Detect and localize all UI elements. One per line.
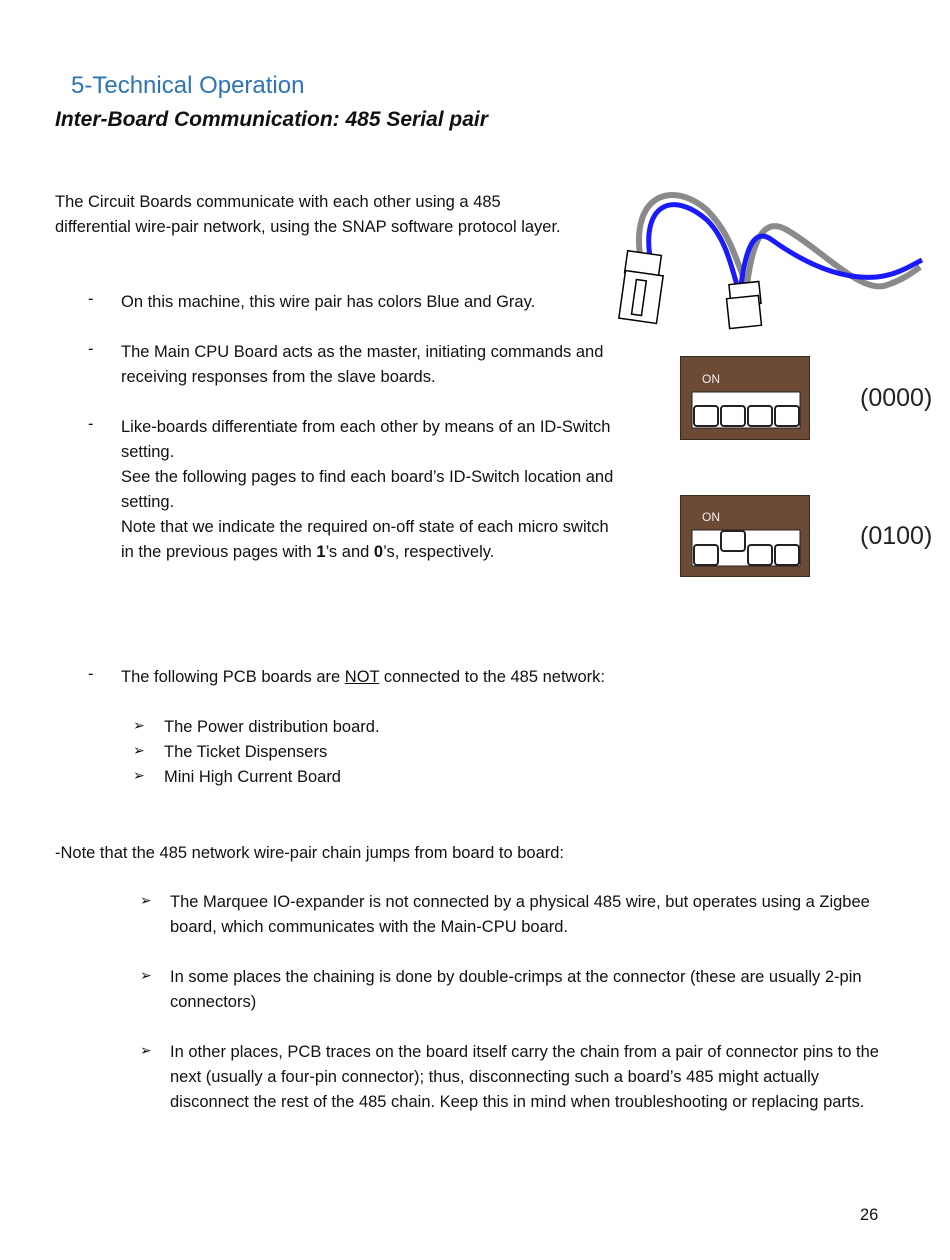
not-connected-pre: The following PCB boards are [121, 668, 345, 686]
dip-switch-0000 [680, 356, 810, 440]
bullet-id-switch [121, 415, 646, 565]
dash-marker: - [88, 665, 94, 683]
chain-point-zigbee: The Marquee IO-expander is not connected by a physical 485 wire, but operates using a Zigbee board, which communicates with the Main-CPU board. [170, 893, 870, 936]
chain-point-pcb-traces: In other places, PCB traces on the board itself carry the chain from a pair of connector pins to the next (usually a four-pin connector); thus, disconnecting such a board’s 485 might actually disconnect the rest of the 485 chain. Keep this in mind when troubleshooting or replacing parts. [170, 1043, 879, 1111]
list-item: The Ticket Dispensers [164, 743, 328, 761]
chain-note: -Note that the 485 network wire-pair chain jumps from board to board: [55, 844, 565, 862]
id-switch-end: ’s, respectively. [383, 543, 495, 561]
switch1-code: (0000) [860, 384, 933, 412]
dash-marker: - [88, 340, 94, 358]
wire-pair-illustration [612, 185, 932, 335]
arrow-bullet-icon: ➢ [140, 1042, 152, 1058]
list-item: Mini High Current Board [164, 768, 341, 786]
gray-wire [639, 195, 920, 286]
intro-paragraph: The Circuit Boards communicate with each other using a 485 differential wire-pair network, using the SNAP software protocol layer. [55, 193, 561, 236]
arrow-bullet-icon: ➢ [133, 767, 145, 783]
dash-marker: - [88, 415, 94, 433]
list-item: The Power distribution board. [164, 718, 380, 736]
id-switch-line2: See the following pages to find each board’s ID-Switch location and setting. [121, 468, 614, 511]
arrow-bullet-icon: ➢ [140, 892, 152, 908]
arrow-bullet-icon: ➢ [133, 717, 145, 733]
switch2-code: (0100) [860, 522, 933, 550]
page-subtitle: Inter-Board Communication: 485 Serial pair [55, 108, 488, 131]
zero-digit: 0 [373, 543, 384, 561]
id-switch-line3 [121, 515, 611, 565]
bullet-not-connected [121, 665, 651, 690]
arrow-bullet-icon: ➢ [133, 742, 145, 758]
chain-point-double-crimp: In some places the chaining is done by double-crimps at the connector (these are usually 2-pin connectors) [170, 968, 862, 1011]
not-connected-post: connected to the 485 network: [379, 668, 605, 686]
id-switch-line1: Like-boards differentiate from each other by means of an ID-Switch setting. [121, 418, 611, 461]
id-switch-mid: ’s and [325, 543, 374, 561]
dip-on-label: ON [702, 372, 720, 386]
page-number: 26 [860, 1206, 879, 1224]
one-digit: 1 [316, 543, 326, 561]
arrow-bullet-icon: ➢ [140, 967, 152, 983]
dip-on-label: ON [702, 510, 720, 524]
bullet-master-board: The Main CPU Board acts as the master, initiating commands and receiving responses from the slave boards. [121, 343, 604, 386]
bullet-wire-colors: On this machine, this wire pair has colors Blue and Gray. [121, 293, 536, 311]
id-switch-text: Note that we indicate the required on-off state of each micro switch in the previous pages with [121, 518, 609, 561]
dash-marker: - [88, 290, 94, 308]
dip-switch-0100 [680, 495, 810, 577]
section-title: 5-Technical Operation [71, 72, 305, 99]
right-connector [727, 281, 762, 328]
blue-wire [649, 205, 922, 295]
not-emphasis: NOT [344, 668, 380, 686]
